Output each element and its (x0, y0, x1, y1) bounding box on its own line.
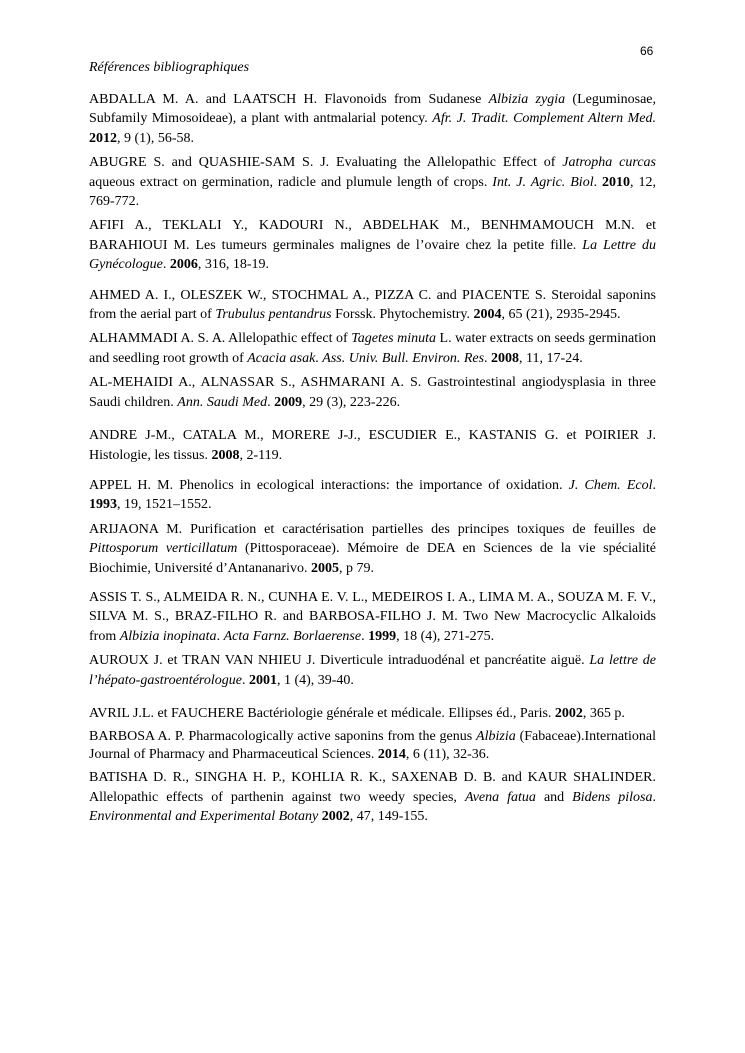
reference-text: 2005 (311, 560, 339, 576)
reference-text: . (315, 350, 323, 366)
reference-text: 2002 (321, 809, 350, 825)
reference-text: , 19, 1521–1552. (117, 497, 212, 513)
reference-text: , 365 p. (582, 705, 625, 721)
reference-text: , 1 (4), 39-40. (276, 672, 354, 688)
reference-entry (89, 768, 656, 826)
reference-text: Afr. J. Tradit. Complement Altern Med. (432, 111, 656, 127)
reference-text: . (652, 477, 656, 493)
reference-text: La Lettre du Gynécologue (89, 237, 656, 273)
reference-text: . (593, 174, 603, 190)
reference-text: . (267, 394, 275, 410)
reference-entry (89, 286, 656, 325)
reference-text: , 11, 17-24. (519, 350, 583, 366)
reference-text: Pittosporum verticillatum (89, 541, 238, 557)
reference-text: 2009 (274, 394, 303, 410)
reference-text: Ann. Saudi Med (177, 394, 268, 410)
reference-text: Ass. Univ. Bull. Environ. Res (322, 350, 485, 366)
reference-text: Acacia asak (247, 350, 316, 366)
reference-text: aqueous extract on germination, radicle and plumule length of crops. (89, 174, 493, 190)
reference-text: Avena fatua (464, 789, 536, 805)
reference-text: AFIFI A., TEKLALI Y., KADOURI N., ABDELHAK M., BENHMAMOUCH M.N. et BARAHIOUI M. Les tumeurs germinales malignes de l’ovaire chez la petite fille. (89, 218, 656, 253)
reference-entry (89, 476, 656, 515)
reference-text: APPEL H. M. Phenolics in ecological interactions: the importance of oxidation. (89, 477, 569, 493)
reference-text: . (652, 789, 657, 805)
reference-text: L. water extracts on seeds germination and seedling root growth of (89, 331, 656, 366)
reference-text: BARBOSA A. P. Pharmacologically active saponins from the genus (89, 729, 477, 745)
reference-text: 2008 (211, 447, 240, 463)
reference-entry (89, 651, 656, 690)
reference-text: Bidens pilosa (572, 789, 653, 805)
reference-text: ARIJAONA M. Purification et caractérisation partielles des principes toxiques de feuilles de (89, 521, 656, 537)
reference-text: (Pittosporaceae). Mémoire de DEA en Sciences de la vie spécialité Biochimie, Université d’Antananarivo. (89, 541, 657, 576)
reference-text: , 6 (11), 32-36. (405, 746, 490, 762)
reference-text: Tagetes minuta (351, 331, 436, 347)
reference-entry (89, 90, 656, 148)
reference-text: Albizia (476, 729, 516, 745)
reference-text: , 65 (21), 2935-2945. (501, 307, 621, 323)
reference-text: Environmental and Experimental Botany (89, 809, 319, 825)
reference-text: , 12, 769-772. (89, 174, 656, 210)
reference-entry (89, 329, 656, 368)
reference-entry (89, 216, 656, 274)
reference-text: Trubulus pentandrus (215, 307, 332, 323)
reference-text: . (484, 350, 492, 366)
reference-entry (89, 426, 656, 465)
reference-text: , 2-119. (239, 447, 283, 463)
reference-text: (Fabaceae).International Journal of Pharmacy and Pharmaceutical Sciences. (89, 729, 656, 762)
reference-text: Albizia zygia (488, 92, 566, 107)
reference-text: 2012 (89, 130, 117, 146)
reference-text: 2014 (377, 746, 406, 762)
reference-text: ABDALLA M. A. and LAATSCH H. Flavonoids from Sudanese (89, 92, 489, 107)
page-number: 66 (640, 44, 654, 58)
reference-text: . (162, 257, 170, 273)
reference-text: AHMED A. I., OLESZEK W., STOCHMAL A., PIZZA C. and PIACENTE S. Steroidal saponins from the aerial part of (89, 287, 656, 323)
reference-text: , 9 (1), 56-58. (117, 130, 194, 146)
reference-text: 2001 (248, 672, 277, 688)
reference-text: 1993 (89, 497, 117, 513)
reference-text: 2010 (602, 174, 631, 190)
reference-text: Acta Farnz. Borlaerense (223, 628, 362, 644)
reference-text: BATISHA D. R., SINGHA H. P., KOHLIA R. K., SAXENAB D. B. and KAUR SHALINDER. Allelopathic effects of parthenin against two weedy species, (89, 770, 656, 805)
reference-entry (89, 728, 656, 763)
reference-text: and (535, 789, 573, 805)
reference-text: La lettre de l’hépato-gastroentérologue (89, 653, 656, 688)
reference-text: 2008 (491, 350, 520, 366)
reference-text: AUROUX J. et TRAN VAN NHIEU J. Diverticule intraduodénal et pancréatite aiguë. (89, 653, 590, 669)
reference-text: ANDRE J-M., CATALA M., MORERE J-J., ESCUDIER E., KASTANIS G. et POIRIER J. Histologie, les tissus. (89, 428, 656, 463)
reference-text: (Leguminosae, Subfamily Mimosoideae), a plant with antmalarial potency. (89, 92, 656, 127)
reference-entry (89, 373, 656, 412)
reference-text: , p 79. (339, 560, 374, 576)
reference-text: Jatropha curcas (562, 155, 656, 171)
reference-text: ABUGRE S. and QUASHIE-SAM S. J. Evaluating the Allelopathic Effect of (89, 155, 563, 171)
reference-text: . (361, 628, 369, 644)
section-title: Références bibliographiques (89, 60, 250, 75)
reference-text: 2002 (554, 705, 583, 721)
reference-list (89, 90, 656, 827)
reference-text: AVRIL J.L. et FAUCHERE Bactériologie générale et médicale. Ellipses éd., Paris. (89, 705, 555, 721)
reference-text: , 47, 149-155. (349, 809, 428, 825)
reference-text: AL-MEHAIDI A., ALNASSAR S., ASHMARANI A. S. Gastrointestinal angiodysplasia in three Saudi children. (89, 375, 656, 410)
reference-entry (89, 704, 656, 723)
reference-text: . (216, 628, 224, 644)
reference-text: Albizia inopinata (119, 628, 217, 644)
reference-text: ALHAMMADI A. S. A. Allelopathic effect of (89, 331, 352, 347)
reference-text: 2006 (169, 257, 198, 273)
reference-text: Forssk. Phytochemistry. (331, 307, 474, 323)
reference-text: Int. J. Agric. Biol (492, 174, 594, 190)
reference-text: , 29 (3), 223-226. (302, 394, 401, 410)
reference-text: , 316, 18-19. (197, 257, 270, 273)
reference-text: , 18 (4), 271-275. (396, 628, 495, 644)
reference-text: 2004 (473, 307, 502, 323)
reference-text: 1999 (368, 628, 397, 644)
reference-entry (89, 520, 656, 578)
reference-text: . (241, 672, 249, 688)
reference-text: ASSIS T. S., ALMEIDA R. N., CUNHA E. V. L., MEDEIROS I. A., LIMA M. A., SOUZA M. F. V., SILVA M. S., BRAZ-FILHO R. and BARBOSA-FILHO J. M. Two New Macrocyclic Alkaloids from (89, 589, 656, 644)
reference-text: J. Chem. Ecol (568, 477, 653, 493)
reference-entry (89, 588, 656, 646)
reference-entry (89, 153, 656, 211)
